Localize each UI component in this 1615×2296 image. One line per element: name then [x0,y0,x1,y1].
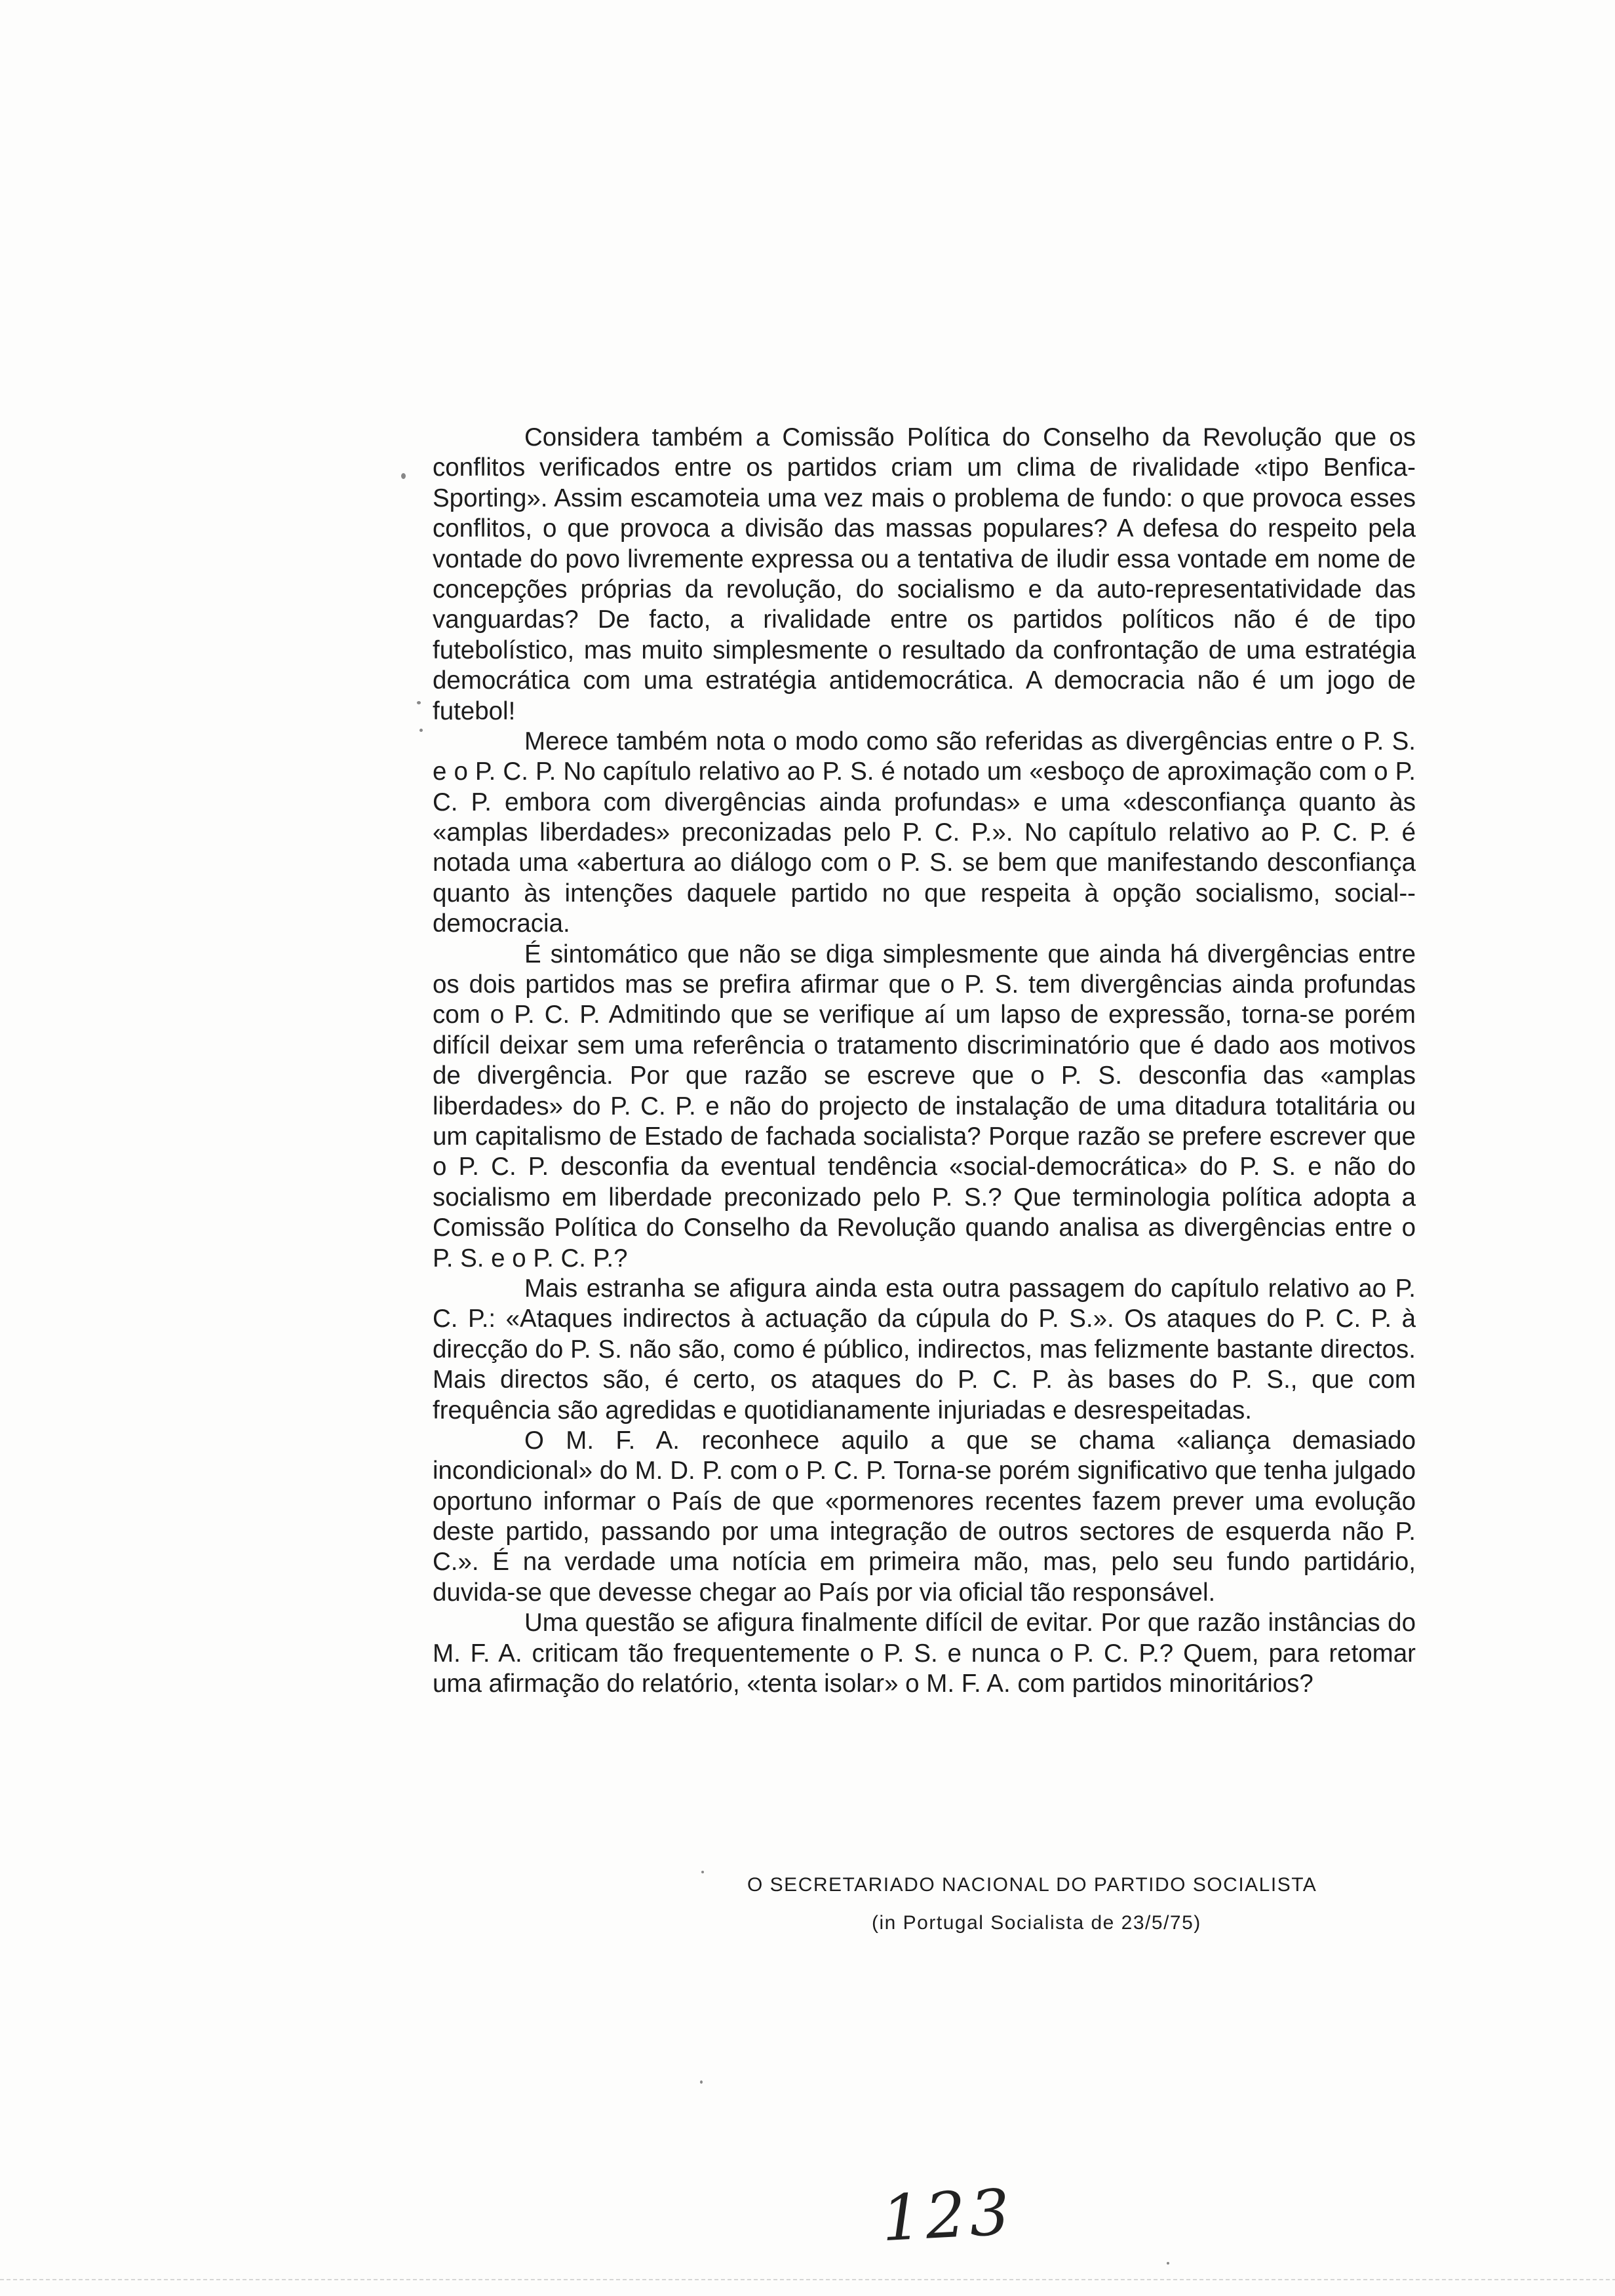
signature: O SECRETARIADO NACIONAL DO PARTIDO SOCIALISTA [747,1874,1317,1896]
paragraph-5: O M. F. A. reconhece aquilo a que se chama «aliança demasiado incondicional» do M. D. P. com o P. C. P. Torna-se porém significativo que tenha julgado oportuno informar o País de que «pormenores recentes fazem prever uma evolução deste partido, passando por uma integração de outros sectores de esquerda não P. C.». É na verdade uma notícia em primeira mão, mas, pelo seu fundo partidário, duvida-se que devesse chegar ao País por via oficial tão responsável. [433,1426,1416,1607]
scan-speck [417,701,421,704]
document-body [433,423,1416,1699]
scan-speck [401,473,406,479]
handwritten-page-number: 123 [880,2175,1016,2256]
paragraph-4: Mais estranha se afigura ainda esta outra passagem do capítulo relativo ao P. C. P.: «Ataques indirectos à actuação da cúpula do P. S.». Os ataques do P. C. P. à direcção do P. S. não são, como é público, indirectos, mas felizmente bastante directos. Mais directos são, é certo, os ataques do P. C. P. às bases do P. S., que com frequência são agredidas e quotidianamente injuriadas e desrespeitadas. [433,1274,1416,1425]
scan-speck [701,1871,704,1873]
scan-speck [419,729,423,732]
paragraph-1: Considera também a Comissão Política do Conselho da Revolução que os conflitos verificados entre os partidos criam um clima de rivalidade «tipo Benfica-Sporting». Assim escamoteia uma vez mais o problema de fundo: o que provoca esses conflitos, o que provoca a divisão das massas populares? A defesa do respeito pela vontade do povo livremente expressa ou a tentativa de iludir essa vontade em nome de concepções próprias da revolução, do socialismo e da auto-representatividade das vanguardas? De facto, a rivalidade entre os partidos políticos não é de tipo futebolístico, mas muito simplesmente o resultado da confrontação de uma estratégia democrática com uma estratégia antidemocrática. A democracia não é um jogo de futebol! [433,423,1416,725]
paragraph-2: Merece também nota o modo como são referidas as divergências entre o P. S. e o P. C. P. No capítulo relativo ao P. S. é notado um «esboço de aproximação com o P. C. P. embora com divergências ainda profundas» e uma «desconfiança quanto às «amplas liberdades» preconizadas pelo P. C. P.». No capítulo relativo ao P. C. P. é notada uma «abertura ao diálogo com o P. S. se bem que manifestando desconfiança quanto às intenções daquele partido no que respeita à opção socialismo, social--democracia. [433,727,1416,938]
source-citation: (in Portugal Socialista de 23/5/75) [872,1912,1201,1934]
paragraph-6: Uma questão se afigura finalmente difícil de evitar. Por que razão instâncias do M. F. A. criticam tão frequentemente o P. S. e nunca o P. C. P.? Quem, para retomar uma afirmação do relatório, «tenta isolar» o M. F. A. com partidos minoritários? [433,1609,1416,1698]
scan-bottom-edge [0,2279,1615,2280]
paragraph-3: É sintomático que não se diga simplesmente que ainda há divergências entre os dois partidos mas se prefira afirmar que o P. S. tem divergências ainda profundas com o P. C. P. Admitindo que se verifique aí um lapso de expressão, torna-se porém difícil deixar sem uma referência o tratamento discriminatório que é dado aos motivos de divergência. Por que razão se escreve que o P. S. desconfia das «amplas liberdades» do P. C. P. e não do projecto de instalação de uma ditadura totalitária ou um capitalismo de Estado de fachada socialista? Porque razão se prefere escrever que o P. C. P. desconfia da eventual tendência «social-democrática» do P. S. e não do socialismo em liberdade preconizado pelo P. S.? Que terminologia política adopta a Comissão Política do Conselho da Revolução quando analisa as divergências entre o P. S. e o P. C. P.? [433,940,1416,1272]
scan-speck [700,2080,703,2084]
scan-speck [1167,2262,1169,2265]
